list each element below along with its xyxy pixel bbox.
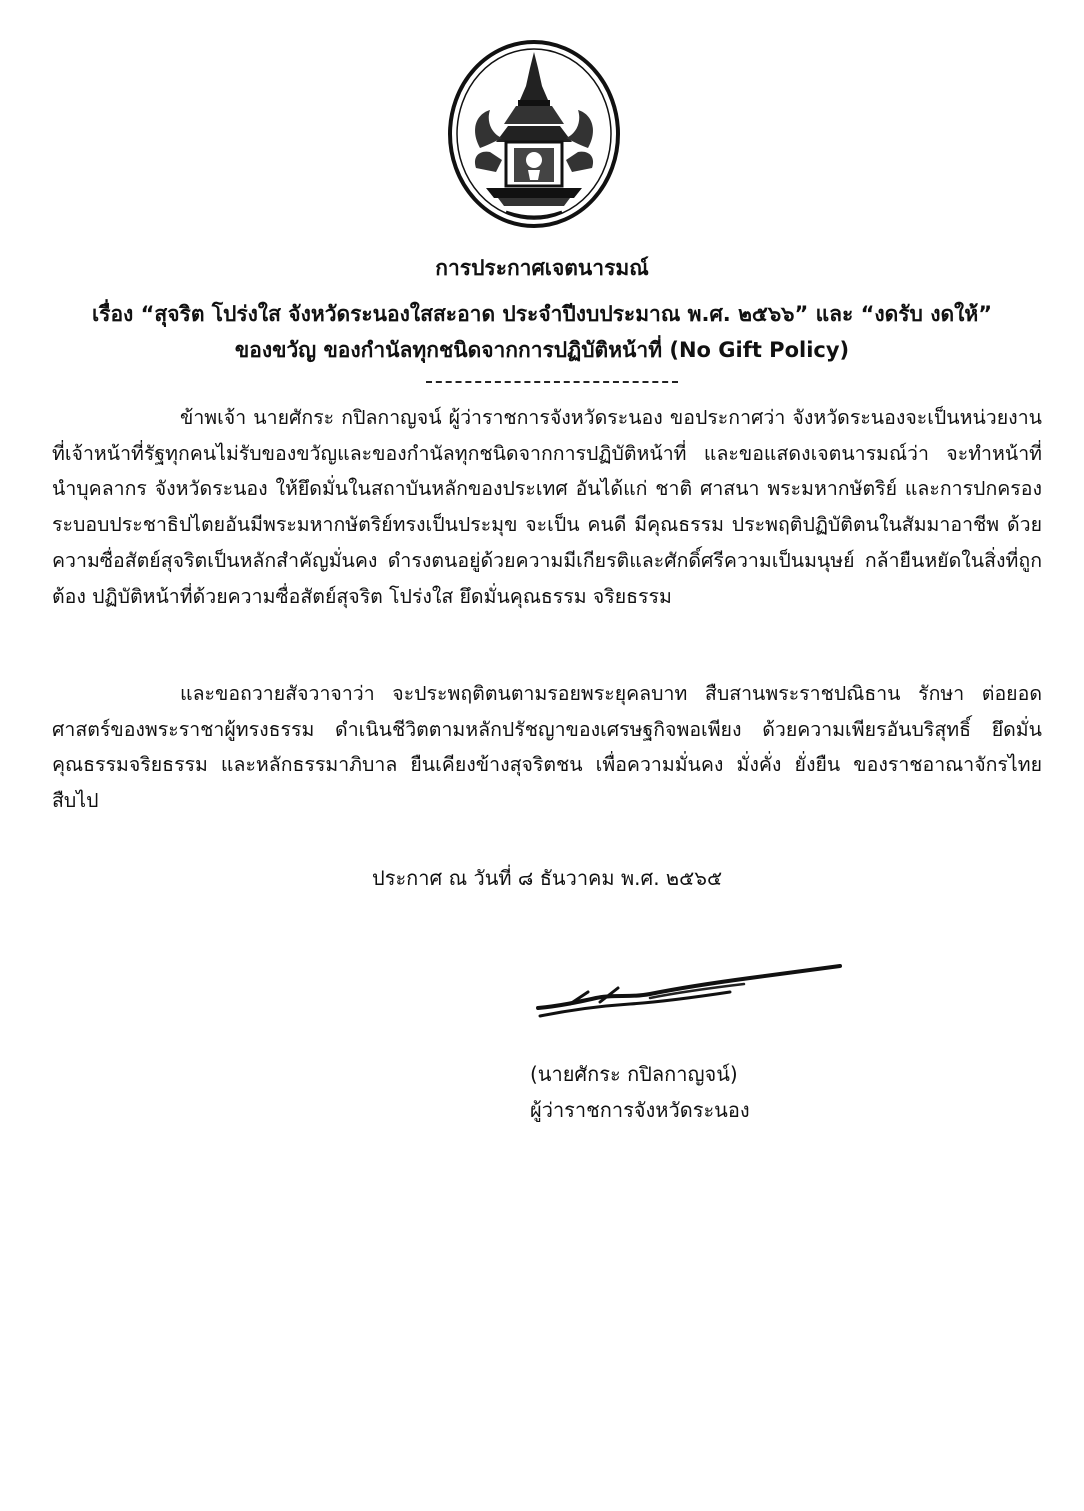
body-paragraph-1: ข้าพเจ้า นายศักระ กปิลกาญจน์ ผู้ว่าราชการจังหวัดระนอง ขอประกาศว่า จังหวัดระนองจะเป็นหน่วยงานที่เจ้าหน้าที่รัฐทุกคนไม่รับของขวัญและของกำนัลทุกชนิดจากการปฏิบัติหน้าที่ และขอแสดงเจตนารมณ์ว่า จะทำหน้าที่นำบุคลากร จังหวัดระนอง ให้ยึดมั่นในสถาบันหลักของประเทศ อันได้แก่ ชาติ ศาสนา พระมหากษัตริย์ และการปกครองระบอบประชาธิปไตยอันมีพระมหากษัตริย์ทรงเป็นประมุข จะเป็น คนดี มีคุณธรรม ประพฤติปฏิบัติตนในสัมมาอาชีพ ด้วยความซื่อสัตย์สุจริตเป็นหลักสำคัญมั่นคง ดำรงตนอยู่ด้วยความมีเกียรติและศักดิ์ศรีความเป็นมนุษย์ กล้ายืนหยัดในสิ่งที่ถูกต้อง ปฏิบัติหน้าที่ด้วยความซื่อสัตย์สุจริต โปร่งใส ยึดมั่นคุณธรรม จริยธรรม — [52, 406, 1042, 608]
announcement-subject-line1: เรื่อง “สุจริต โปร่งใส จังหวัดระนองใสสะอาด ประจำปีงบประมาณ พ.ศ. ๒๕๖๖” และ “งดรับ งดให้” — [91, 302, 992, 326]
provincial-seal-icon — [446, 38, 622, 230]
signer-title: ผู้ว่าราชการจังหวัดระนอง — [530, 1098, 750, 1122]
title-divider — [426, 381, 678, 383]
body-paragraph-2: และขอถวายสัจวาจาว่า จะประพฤติตนตามรอยพระยุคลบาท สืบสานพระราชปณิธาน รักษา ต่อยอดศาสตร์ของพระราชาผู้ทรงธรรม ดำเนินชีวิตตามหลักปรัชญาของเศรษฐกิจพอเพียง ด้วยความเพียรอันบริสุทธิ์ ยึดมั่นคุณธรรมจริยธรรม และหลักธรรมาภิบาล ยืนเคียงข้างสุจริตชน เพื่อความมั่นคง มั่งคั่ง ยั่งยืน ของราชอาณาจักรไทยสืบไป — [52, 682, 1042, 813]
announcement-dateline: ประกาศ ณ วันที่ ๘ ธันวาคม พ.ศ. ๒๕๖๕ — [372, 866, 723, 890]
announcement-title: การประกาศเจตนารมณ์ — [435, 256, 649, 280]
announcement-subject-line2: ของขวัญ ของกำนัลทุกชนิดจากการปฏิบัติหน้าที่ (No Gift Policy) — [234, 338, 850, 362]
signer-name: (นายศักระ กปิลกาญจน์) — [530, 1062, 738, 1086]
handwritten-signature-icon — [530, 958, 850, 1028]
